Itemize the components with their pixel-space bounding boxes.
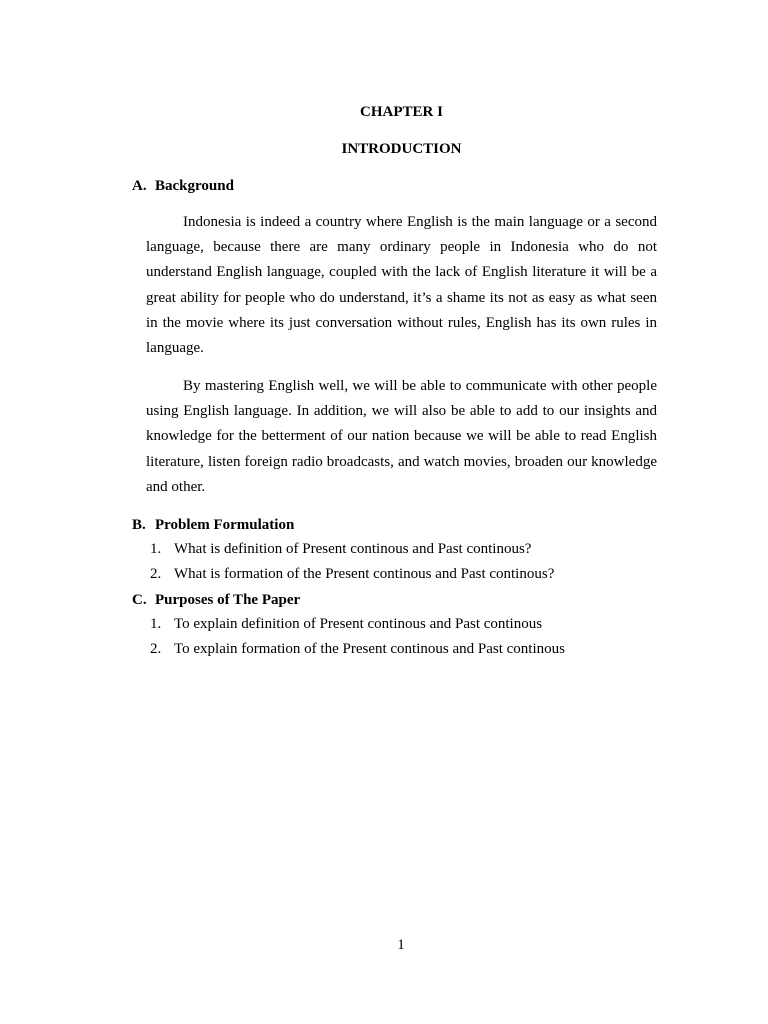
section-marker: C. [132, 592, 147, 608]
list-item-text: What is formation of the Present continous and Past continous? [174, 566, 555, 583]
list-item [150, 537, 554, 562]
list-item-number: 1. [150, 541, 162, 557]
list-item-number: 1. [150, 616, 162, 632]
section-title: Purposes of The Paper [155, 592, 301, 608]
list-item-text: What is definition of Present continous and Past continous? [174, 541, 532, 557]
purposes-list [150, 612, 565, 662]
list-item-text: To explain formation of the Present continous and Past continous [174, 641, 565, 658]
list-item-text: To explain definition of Present continous and Past continous [174, 616, 543, 632]
background-paragraph-1: Indonesia is indeed a country where English is the main language or a second language, because there are many ordinary people in Indonesia who do not understand English language, coupled with the lack of English literature it will be a great ability for people who do understand, it’s a shame its not as easy as what seen in the movie where its just conversation without rules, English has its own rules in language. [146, 214, 657, 357]
chapter-number: CHAPTER I [360, 104, 443, 120]
list-item [150, 612, 565, 637]
list-item [150, 637, 565, 662]
background-paragraph-2: By mastering English well, we will be able to communicate with other people using English language. In addition, we will also be able to add to our insights and knowledge for the betterment of our nation because we will be able to read English literature, listen foreign radio broadcasts, and watch movies, broaden our knowledge and other. [146, 378, 657, 495]
list-item-number: 2. [150, 566, 162, 583]
section-marker: A. [132, 178, 147, 194]
section-heading-purposes [132, 591, 300, 609]
section-title: Background [155, 178, 234, 194]
problem-formulation-list [150, 537, 554, 587]
list-item-number: 2. [150, 641, 162, 658]
page-number: 1 [397, 937, 405, 953]
section-marker: B. [132, 517, 146, 533]
section-heading-background [132, 177, 234, 195]
chapter-title: INTRODUCTION [341, 141, 462, 157]
section-heading-problem-formulation [132, 516, 294, 534]
section-title: Problem Formulation [155, 517, 295, 533]
list-item [150, 562, 554, 587]
